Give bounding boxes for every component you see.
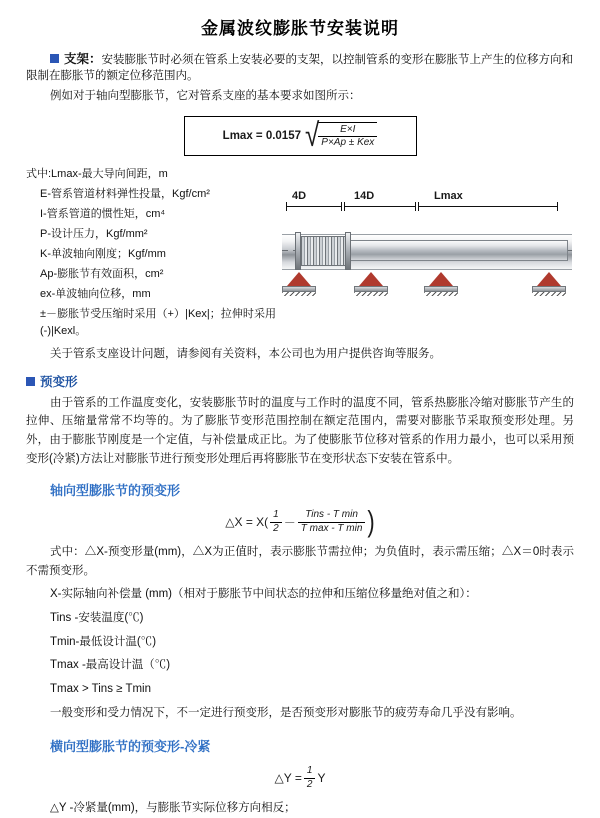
diagram-label-lmax: Lmax xyxy=(434,189,463,202)
section-heading-predeformation-label: 预变形 xyxy=(40,374,78,389)
equation-lateral-half-num: 1 xyxy=(304,765,316,779)
definition-item: P-设计压力，Kgf/mm² xyxy=(40,227,148,240)
axial-notes xyxy=(26,543,574,722)
flange-left xyxy=(295,232,301,270)
equation-axial-temp-num: Tins - T min xyxy=(298,509,366,523)
diagram-drawing xyxy=(282,206,572,298)
pipe-support-diagram xyxy=(276,164,574,343)
formula-lmax-denominator: P×Ap ± Kex xyxy=(321,137,375,149)
lateral-notes xyxy=(26,799,574,818)
pipe-support-guide-3 xyxy=(532,272,566,292)
section-support-para2: 例如对于轴向型膨胀节，它对管系支座的基本要求如图所示： xyxy=(50,90,361,102)
document-page xyxy=(0,14,600,815)
equation-lateral-half-den: 2 xyxy=(306,778,313,790)
formula-lmax-fraction xyxy=(318,122,377,150)
equation-axial-half xyxy=(270,509,282,535)
blue-square-bullet-icon xyxy=(26,377,35,386)
predeformation-para1: 由于管系的工作温度变化，安装膨胀节时的温度与工作时的温度不同，管系热膨胀冷缩对膨胀节产生的拉伸、压缩量常常不均等的。为了膨胀节变形范围控制在额定范围内，需要对膨胀节采取预变形处理。另外，由于膨胀节刚度是一个定值，与补偿量成正比。为了使膨胀节位移对管系的作用力最小，也可以采用预变形(冷紧)方法让对膨胀节进行预变形处理后再将膨胀节在变形状态下安装在管系中。 xyxy=(26,396,574,465)
section-heading-predeformation xyxy=(26,372,574,390)
equation-lateral-coldspring xyxy=(26,765,574,791)
support-hatching xyxy=(532,292,566,296)
equation-lateral-rhs: Y xyxy=(317,771,326,786)
formula-lmax xyxy=(184,116,417,156)
definition-list xyxy=(26,164,276,343)
equation-axial-predeformation xyxy=(26,504,574,539)
lateral-note: △Y -冷紧量(mm)，与膨胀节实际位移方向相反； xyxy=(50,802,296,815)
formula-lmax-numerator: E×I xyxy=(318,124,377,138)
pipe-support-guide-1 xyxy=(354,272,388,292)
support-triangle-icon xyxy=(429,272,453,286)
page-title: 金属波纹膨胀节安装说明 xyxy=(201,19,399,38)
dimension-line-4d xyxy=(286,206,342,207)
pipe-support-guide-2 xyxy=(424,272,458,292)
definitions-and-figure xyxy=(26,164,574,343)
definition-item: Ap-膨胀节有效面积，cm² xyxy=(40,267,164,280)
diagram-labels xyxy=(282,190,574,206)
support-hatching xyxy=(354,292,388,296)
formula-lmax-lhs: Lmax = 0.0157 xyxy=(222,129,301,142)
definition-item: E-管系管道材料弹性投量，Kgf/cm² xyxy=(40,187,210,200)
definition-item: K-单波轴向刚度；Kgf/mm xyxy=(40,247,166,260)
pipe-support-anchor xyxy=(282,272,316,292)
equation-axial-rparen: ) xyxy=(367,504,375,539)
bellows-expansion-joint xyxy=(300,236,346,266)
support-triangle-icon xyxy=(537,272,561,286)
pipe-body xyxy=(316,240,568,261)
equation-lateral-lhs: △Y = xyxy=(274,771,302,786)
equation-axial-half-den: 2 xyxy=(273,522,279,534)
equation-lateral-half xyxy=(304,765,316,791)
support-triangle-icon xyxy=(359,272,383,286)
document-body xyxy=(0,49,600,818)
support-hatching xyxy=(424,292,458,296)
equation-axial-half-num: 1 xyxy=(270,509,282,523)
equation-axial-lhs: △X = X( xyxy=(225,515,269,530)
axial-note: Tmin-最低设计温(℃) xyxy=(50,635,157,648)
support-triangle-icon xyxy=(287,272,311,286)
equation-axial-minus: － xyxy=(283,515,296,530)
equation-axial-temp-den: T max - T min xyxy=(300,522,363,534)
axial-note: X-实际轴向补偿量 (mm)（相对于膨胀节中间状态的拉伸和压缩位移量绝对值之和）： xyxy=(50,588,477,601)
axial-note: Tmax -最高设计温（℃) xyxy=(50,659,171,672)
definition-item: I-管系管道的惯性矩，cm⁴ xyxy=(40,207,166,220)
section-support-para1: 安装膨胀节时必须在管系上安装必要的支架，以控制管系的变形在膨胀节上产生的位移方向和限制在膨胀节的额定位移范围内。 xyxy=(26,54,574,82)
dimension-line-14d xyxy=(344,206,416,207)
section-heading-support-label: 支架 xyxy=(64,52,90,66)
section-heading-axial-predeformation: 轴向型膨胀节的预变形 xyxy=(50,483,181,499)
dimension-line-lmax xyxy=(418,206,558,207)
support-hatching xyxy=(282,292,316,296)
definition-item: ±－膨胀节受压缩时采用（+）|Kex|；拉伸时采用(-)|Kexl。 xyxy=(40,307,276,337)
definition-item: 式中:Lmax-最大导向间距，m xyxy=(26,167,168,180)
section-heading-support: 支架：安装膨胀节时必须在管系上安装必要的支架，以控制管系的变形在膨胀节上产生的位移方向和限制在膨胀节的额定位移范围内。 xyxy=(26,52,574,82)
formula-lmax-sqrt xyxy=(305,115,377,154)
diagram-label-14d: 14D xyxy=(354,189,375,202)
equation-axial-temp-fraction xyxy=(298,509,366,535)
axial-note: Tins -安装温度(℃) xyxy=(50,612,144,625)
axial-note: 式中：△X-预变形量(mm)，△X为正值时，表示膨胀节需拉伸；为负值时，表示需压缩；△X＝0时表示不需预变形。 xyxy=(26,546,574,577)
section-heading-lateral-predeformation: 横向型膨胀节的预变形-冷紧 xyxy=(50,739,211,755)
support-design-note: 关于管系支座设计问题，请参阅有关资料，本公司也为用户提供咨询等服务。 xyxy=(50,348,441,361)
definition-item: ex-单波轴向位移，mm xyxy=(40,287,151,300)
axial-note: 一般变形和受力情况下，不一定进行预变形，是否预变形对膨胀节的疲劳寿命几乎没有影响。 xyxy=(50,706,522,719)
blue-square-bullet-icon xyxy=(50,54,59,63)
radical-icon: √ xyxy=(305,115,320,154)
flange-right xyxy=(345,232,351,270)
axial-note: Tmax > Tins ≥ Tmin xyxy=(50,682,151,695)
diagram-label-4d: 4D xyxy=(292,189,307,202)
